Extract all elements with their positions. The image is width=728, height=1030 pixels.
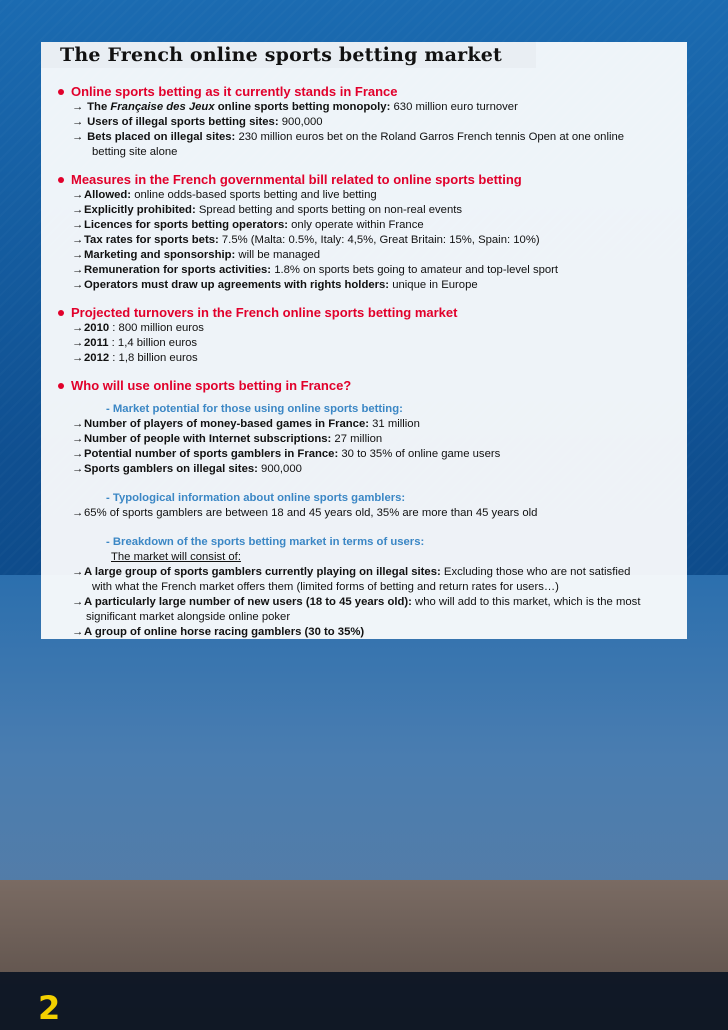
arrow-icon: → bbox=[72, 116, 84, 128]
item-continuation: betting site alone bbox=[92, 146, 178, 158]
section-title-text: Who will use online sports betting in France? bbox=[71, 378, 352, 393]
item-value: 900,000 bbox=[257, 463, 302, 475]
item-value: 31 million bbox=[369, 418, 420, 430]
arrow-icon: → bbox=[72, 337, 84, 349]
list-item bbox=[72, 417, 678, 432]
item-label: Tax rates for sports bets: bbox=[84, 234, 219, 246]
list-item bbox=[72, 100, 678, 115]
item-value: 1.8% on sports bets going to amateur and top-level sport bbox=[271, 264, 559, 276]
arrow-icon: → bbox=[72, 566, 84, 578]
arrow-icon: → bbox=[72, 596, 84, 608]
item-value: who will add to this market, which is the most bbox=[411, 596, 641, 608]
item-value: Excluding those who are not satisfied bbox=[440, 566, 631, 578]
section-title-text: Measures in the French governmental bill related to online sports betting bbox=[71, 172, 522, 187]
item-label: A particularly large number of new users (18 to 45 years old): bbox=[84, 596, 412, 608]
list-item bbox=[72, 625, 678, 640]
item-label: Licences for sports betting operators: bbox=[84, 219, 289, 231]
item-label: Bets placed on illegal sites: bbox=[87, 131, 236, 143]
item-value: 900,000 bbox=[278, 116, 323, 128]
bullet-icon bbox=[58, 310, 64, 316]
item-value: 27 million bbox=[331, 433, 383, 445]
arrow-icon: → bbox=[72, 204, 84, 216]
subsection-title: - Market potential for those using online sports betting: bbox=[106, 403, 403, 415]
list-item bbox=[72, 218, 678, 233]
item-prefix: The bbox=[87, 101, 111, 113]
list-item bbox=[72, 130, 678, 145]
item-value: 65% of sports gamblers are between 18 and 45 years old, 35% are more than 45 years old bbox=[84, 507, 538, 519]
list-item bbox=[72, 447, 678, 462]
page-number: 2 bbox=[38, 989, 61, 1027]
item-label: Operators must draw up agreements with rights holders: bbox=[84, 279, 390, 291]
list-item bbox=[72, 462, 678, 477]
item-value: only operate within France bbox=[288, 219, 424, 231]
underlined-note: The market will consist of: bbox=[111, 551, 241, 563]
section-title-text: Online sports betting as it currently stands in France bbox=[71, 84, 398, 99]
page-title: The French online sports betting market bbox=[60, 44, 503, 66]
list-item bbox=[72, 432, 678, 447]
item-label: Remuneration for sports activities: bbox=[84, 264, 272, 276]
item-value: Spread betting and sports betting on non-real events bbox=[195, 204, 463, 216]
list-item bbox=[72, 233, 678, 248]
arrow-icon: → bbox=[72, 463, 84, 475]
item-label: 2012 bbox=[84, 352, 110, 364]
item-label: Potential number of sports gamblers in France: bbox=[84, 448, 339, 460]
item-value: 7.5% (Malta: 0.5%, Italy: 4,5%, Great Britain: 15%, Spain: 10%) bbox=[218, 234, 540, 246]
arrow-icon: → bbox=[72, 189, 84, 201]
item-value: : 800 million euros bbox=[109, 322, 204, 334]
list-item bbox=[72, 595, 678, 610]
list-item bbox=[72, 321, 678, 336]
list-item bbox=[72, 336, 678, 351]
arrow-icon: → bbox=[72, 322, 84, 334]
item-value: 230 million euros bet on the Roland Garros French tennis Open at one online bbox=[235, 131, 625, 143]
section-who-will-use bbox=[58, 378, 678, 640]
list-item bbox=[72, 278, 678, 293]
item-label: Sports gamblers on illegal sites: bbox=[84, 463, 258, 475]
item-value: 630 million euro turnover bbox=[390, 101, 518, 113]
arrow-icon: → bbox=[72, 352, 84, 364]
list-item bbox=[72, 351, 678, 366]
item-value: 30 to 35% of online game users bbox=[338, 448, 501, 460]
item-continuation: with what the French market offers them (limited forms of betting and return rates for users…) bbox=[92, 581, 559, 593]
item-label: 2011 bbox=[84, 337, 109, 349]
item-label: Number of people with Internet subscriptions: bbox=[84, 433, 332, 445]
list-item bbox=[72, 506, 678, 521]
subsection-title: - Typological information about online sports gamblers: bbox=[106, 492, 406, 504]
arrow-icon: → bbox=[72, 131, 84, 143]
bullet-icon bbox=[58, 383, 64, 389]
item-label: A group of online horse racing gamblers (30 to 35%) bbox=[84, 626, 365, 638]
arrow-icon: → bbox=[72, 448, 84, 460]
section-title bbox=[58, 84, 678, 100]
section-title bbox=[58, 378, 678, 394]
arrow-icon: → bbox=[72, 264, 84, 276]
arrow-icon: → bbox=[72, 219, 84, 231]
footer-bar bbox=[0, 972, 728, 1030]
item-label: Explicitly prohibited: bbox=[84, 204, 196, 216]
section-title bbox=[58, 172, 678, 188]
section-bill-measures bbox=[58, 172, 678, 293]
list-item bbox=[72, 263, 678, 278]
arrow-icon: → bbox=[72, 433, 84, 445]
item-italic: Française des Jeux bbox=[110, 101, 215, 113]
arrow-icon: → bbox=[72, 249, 84, 261]
item-label: Allowed: bbox=[84, 189, 132, 201]
content bbox=[58, 84, 678, 652]
subsection-title: - Breakdown of the sports betting market in terms of users: bbox=[106, 536, 425, 548]
list-item bbox=[72, 188, 678, 203]
item-label: 2010 bbox=[84, 322, 110, 334]
arrow-icon: → bbox=[72, 279, 84, 291]
section-title-text: Projected turnovers in the French online sports betting market bbox=[71, 305, 458, 320]
arrow-icon: → bbox=[72, 234, 84, 246]
section-title bbox=[58, 305, 678, 321]
section-projected-turnovers bbox=[58, 305, 678, 366]
bullet-icon bbox=[58, 89, 64, 95]
list-item bbox=[72, 203, 678, 218]
item-continuation: significant market alongside online poker bbox=[86, 611, 291, 623]
item-value: will be managed bbox=[235, 249, 321, 261]
bullet-icon bbox=[58, 177, 64, 183]
item-value: : 1,8 billion euros bbox=[109, 352, 198, 364]
item-label: A large group of sports gamblers currently playing on illegal sites: bbox=[84, 566, 441, 578]
item-label: online sports betting monopoly: bbox=[214, 101, 391, 113]
item-value: : 1,4 billion euros bbox=[108, 337, 198, 349]
item-value: online odds-based sports betting and live betting bbox=[131, 189, 377, 201]
item-label: Users of illegal sports betting sites: bbox=[87, 116, 279, 128]
list-item bbox=[72, 115, 678, 130]
item-label: Marketing and sponsorship: bbox=[84, 249, 236, 261]
item-label: Number of players of money-based games in France: bbox=[84, 418, 370, 430]
list-item bbox=[72, 565, 678, 580]
list-item bbox=[72, 248, 678, 263]
arrow-icon: → bbox=[72, 101, 84, 113]
section-current-state bbox=[58, 84, 678, 160]
arrow-icon: → bbox=[72, 418, 84, 430]
arrow-icon: → bbox=[72, 507, 84, 519]
item-value: unique in Europe bbox=[389, 279, 478, 291]
arrow-icon: → bbox=[72, 626, 84, 638]
